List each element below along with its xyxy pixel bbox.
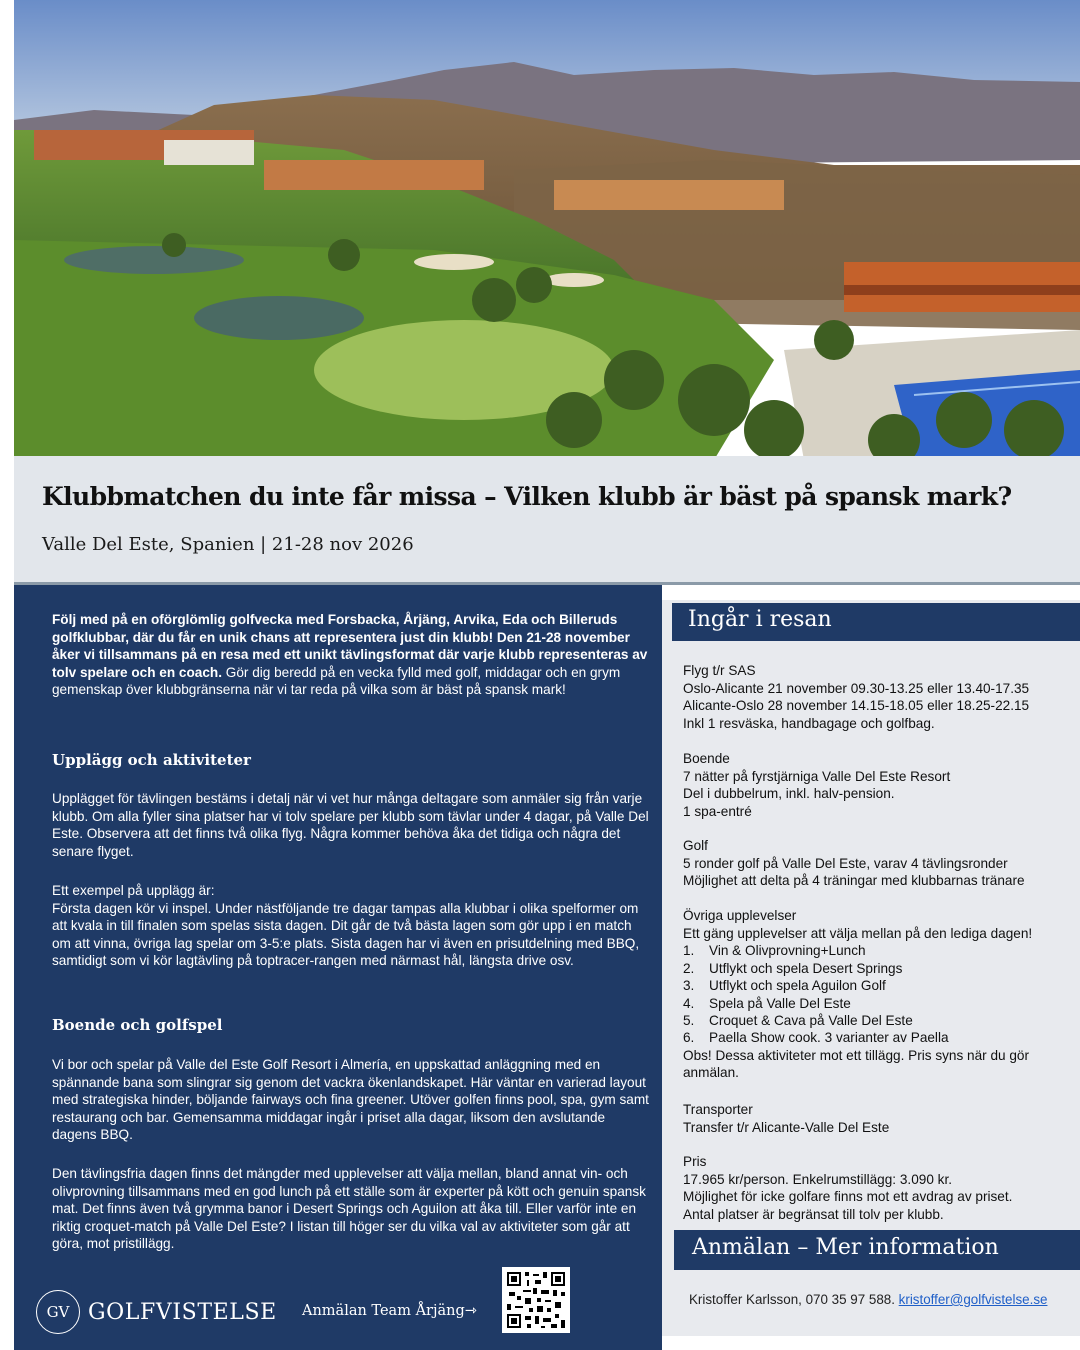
activities-list <box>683 942 1078 1046</box>
price-details <box>683 1171 1078 1223</box>
page-title: Klubbmatchen du inte får missa – Vilken klubb är bäst på spansk mark? <box>42 482 1012 511</box>
price-line: Möjlighet för icke golfare finns mot ett avdrag av priset. <box>683 1189 1013 1205</box>
intro-paragraph <box>52 611 652 699</box>
list-item-text: Utflykt och spela Aguilon Golf <box>709 978 886 994</box>
list-item-number: 4. <box>683 995 695 1011</box>
section-heading-upplagg: Upplägg och aktiviteter <box>52 751 251 769</box>
price-line: 17.965 kr/person. Enkelrumstillägg: 3.090 kr. <box>683 1172 953 1187</box>
signup-link-text: Anmälan Team Årjäng <box>302 1303 465 1319</box>
price-title: Pris <box>683 1154 707 1169</box>
list-item <box>683 977 1078 994</box>
contact-name-phone: Kristoffer Karlsson, 070 35 97 588. <box>689 1292 899 1307</box>
golf-title: Golf <box>683 838 708 853</box>
included-heading: Ingår i resan <box>672 603 1080 641</box>
section-heading-boende: Boende och golfspel <box>52 1016 223 1034</box>
list-item <box>683 1029 1078 1046</box>
logo-wordmark: GOLFVISTELSE <box>88 1299 277 1325</box>
lodging-line: Del i dubbelrum, inkl. halv-pension. <box>683 786 895 802</box>
upplagg-example-lead: Ett exempel på upplägg är: <box>52 883 215 898</box>
flight-title: Flyg t/r SAS <box>683 663 756 678</box>
qr-code-icon[interactable] <box>502 1267 570 1333</box>
golfvistelse-logo[interactable] <box>36 1290 277 1334</box>
experiences-note: Obs! Dessa aktiviteter mot ett tillägg. Pris syns när du gör anmälan. <box>683 1047 1030 1081</box>
upplagg-paragraph-2 <box>52 882 652 970</box>
boende-paragraph-1: Vi bor och spelar på Valle del Este Golf Resort i Almería, en uppskattad anläggning med en spännande bana som slingrar sig genom det vackra ökenlandskapet. Här väntar en varierad layout med strategiska hinder, böljande fairways och fina greener. Utöver golfen finns pool, spa, gym samt restaurang och bar. Gemensamma middagar ingår i priset alla dagar, liksom den avslutande dagens BBQ. <box>52 1057 649 1143</box>
price-line: Antal platser är begränsat till tolv per klubb. <box>683 1206 944 1222</box>
golf-details <box>683 855 1078 890</box>
upplagg-paragraph-1: Upplägget för tävlingen bestäms i detalj när vi vet hur många deltagare som anmäler sig från varje klubb. Om alla fyller sina platser har vi tolv spelare per klubb som tävlar under 4 dagar, på Valle Del Este. Observera att det finns två olika flyg. Några kommer behöva åka det tidiga och några det senare flyget. <box>52 791 649 859</box>
list-item-text: Croquet & Cava på Valle Del Este <box>709 1013 913 1029</box>
experiences-details <box>683 925 1078 1082</box>
golf-line: Möjlighet att delta på 4 träningar med klubbarnas tränare <box>683 873 1025 889</box>
upplagg-example-text: Första dagen kör vi inspel. Under nästföljande tre dagar tampas alla klubbar i olika spelformer om att kvala in till finalen som spelas sista dagen. Dit går de två bästa lagen som gör upp i en match om att vinna, övriga lag spelar om 3-5:e plats. Sista dagen har vi även en prisutdelning med BBQ, samtidigt som vi kör lagtävling på toptracer-rangen med närmast hål, längsta drive osv. <box>52 900 640 969</box>
list-item <box>683 1012 1078 1029</box>
intro-rest-text: Gör dig beredd på en vecka fylld med golf, middagar och en grym gemenskap över klubbgränserna när vi tar reda på vilka som är bäst på spansk mark! <box>52 664 621 698</box>
signup-team-link[interactable] <box>302 1303 477 1319</box>
title-band <box>14 456 1080 582</box>
lodging-line: 1 spa-entré <box>683 803 752 819</box>
flight-line: Alicante-Oslo 28 november 14.15-18.05 eller 18.25-22.15 <box>683 698 1030 714</box>
list-item-number: 5. <box>683 1013 695 1029</box>
left-info-panel <box>14 585 662 1350</box>
list-item-number: 6. <box>683 1030 695 1046</box>
list-item-text: Vin & Olivprovning+Lunch <box>709 943 866 959</box>
flight-details <box>683 680 1078 732</box>
list-item-number: 1. <box>683 943 695 959</box>
lodging-line: 7 nätter på fyrstjärniga Valle Del Este Resort <box>683 769 951 784</box>
list-item-number: 3. <box>683 978 695 994</box>
experiences-intro: Ett gäng upplevelser att välja mellan på den lediga dagen! <box>683 926 1033 941</box>
contact-info <box>689 1292 1047 1307</box>
list-item <box>683 960 1078 977</box>
lodging-details <box>683 768 1078 820</box>
list-item <box>683 942 1078 959</box>
right-included-panel <box>662 600 1080 1336</box>
list-item-number: 2. <box>683 960 695 976</box>
flight-line: Oslo-Alicante 21 november 09.30-13.25 eller 13.40-17.35 <box>683 681 1030 696</box>
transport-details: Transfer t/r Alicante-Valle Del Este <box>683 1120 890 1135</box>
boende-paragraph-2: Den tävlingsfria dagen finns det mängder med upplevelser att välja mellan, bland annat vin- och olivprovning tillsammans med en god lunch på ett ställe som är experter på kött och genuin spansk mat. Det finns även två grymma banor i Desert Springs och Aguilon att åka till. Eller varför inte en riktig croquet-match på Valle Del Este? I listan till höger ser du vilka val av aktiviteter som går att göra, mot pristillägg. <box>52 1166 646 1252</box>
intro-bold-text: Följ med på en oförglömlig golfvecka med Forsbacka, Årjäng, Arvika, Eda och Billeruds golfklubbar, där du får en unik chans att representera just din klubb! Den 21-28 november åker vi tillsammans på en resa med ett unikt tävlingsformat där varje klubb representeras av tolv spelare och en coach. <box>52 612 648 680</box>
list-item-text: Utflykt och spela Desert Springs <box>709 960 903 976</box>
list-item <box>683 995 1078 1012</box>
logo-mark: GV <box>36 1290 80 1334</box>
arrow-right-icon: ⇾ <box>464 1303 477 1319</box>
signup-heading: Anmälan – Mer information <box>674 1230 1080 1270</box>
contact-email-link[interactable]: kristoffer@golfvistelse.se <box>898 1292 1048 1307</box>
experiences-title: Övriga upplevelser <box>683 908 797 923</box>
list-item-text: Paella Show cook. 3 varianter av Paella <box>709 1030 949 1046</box>
list-item-text: Spela på Valle Del Este <box>709 995 851 1011</box>
page-subtitle: Valle Del Este, Spanien | 21-28 nov 2026 <box>42 534 414 555</box>
transport-title: Transporter <box>683 1102 753 1117</box>
golf-line: 5 ronder golf på Valle Del Este, varav 4 tävlingsronder <box>683 856 1008 871</box>
flight-line: Inkl 1 resväska, handbagage och golfbag. <box>683 715 935 731</box>
lodging-title: Boende <box>683 751 730 766</box>
